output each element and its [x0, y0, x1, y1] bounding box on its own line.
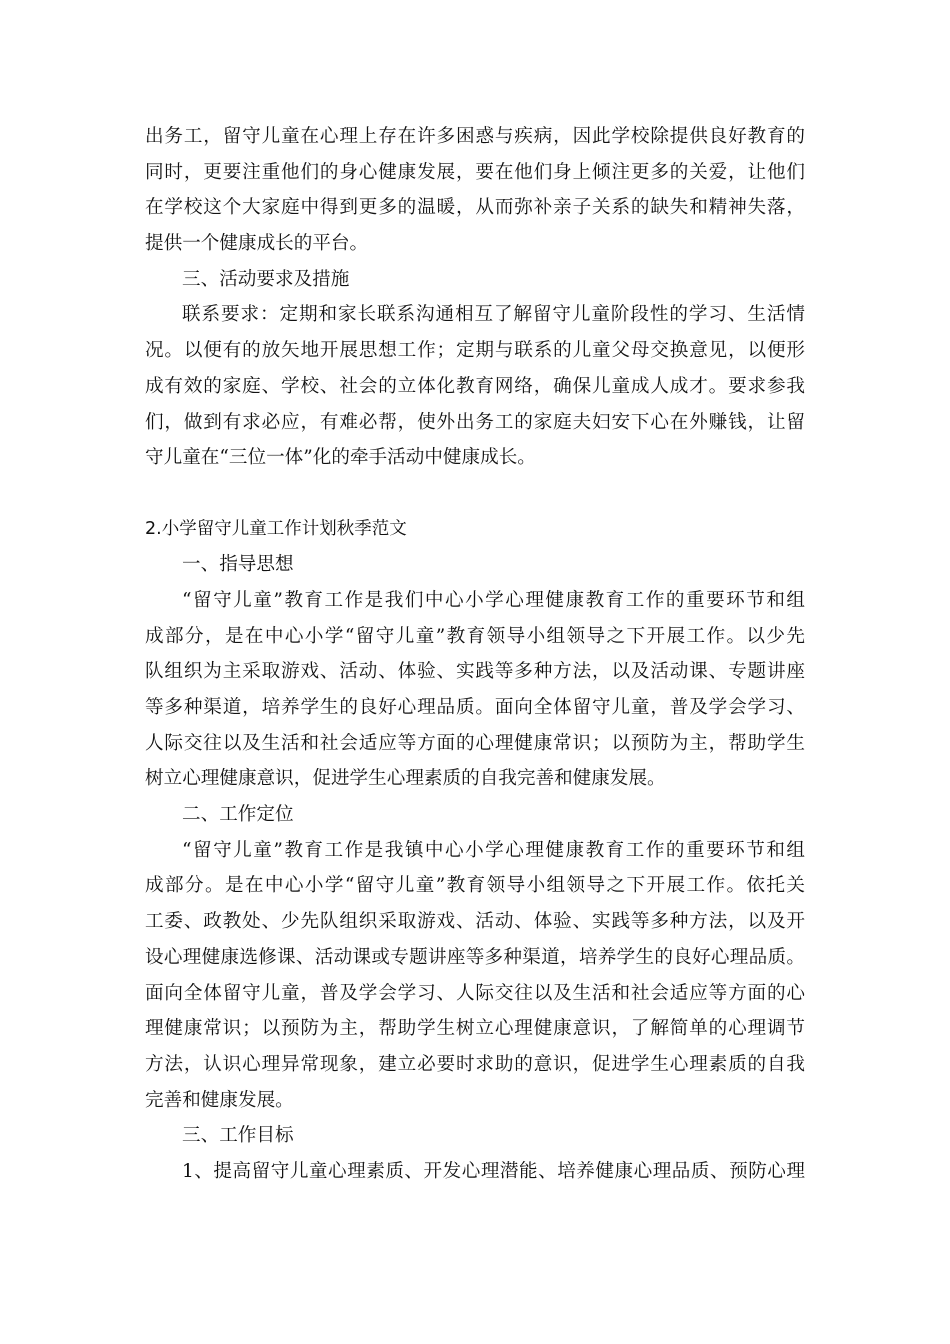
section-heading-work-positioning: 二、工作定位	[182, 804, 294, 826]
text-line: 在学校这个大家庭中得到更多的温暖，从而弥补亲子关系的缺失和精神失落，	[145, 197, 805, 219]
text-line: 联系要求：定期和家长联系沟通相互了解留守儿童阶段性的学习、生活情	[182, 304, 805, 326]
text-line: 况。以便有的放矢地开展思想工作；定期与联系的儿童父母交换意见，以便形	[145, 340, 805, 362]
text-line: 队组织为主采取游戏、活动、体验、实践等多种方法，以及活动课、专题讲座	[145, 661, 805, 683]
text-line: 人际交往以及生活和社会适应等方面的心理健康常识；以预防为主，帮助学生	[145, 732, 805, 754]
paragraph-work-positioning	[145, 833, 805, 1119]
paragraph-work-goals	[145, 1154, 805, 1190]
paragraph-continuation	[145, 119, 805, 262]
text-line: “留守儿童”教育工作是我们中心小学心理健康教育工作的重要环节和组	[182, 589, 805, 611]
text-line: 等多种渠道，培养学生的良好心理品质。面向全体留守儿童，普及学会学习、	[145, 697, 805, 718]
text-line: 树立心理健康意识，促进学生心理素质的自我完善和健康发展。	[145, 768, 666, 790]
text-line: 面向全体留守儿童，普及学会学习、人际交往以及生活和社会适应等方面的心	[145, 982, 805, 1004]
text-line: 成有效的家庭、学校、社会的立体化教育网络，确保儿童成人成才。要求参我	[145, 375, 805, 397]
text-line: 成部分。是在中心小学“留守儿童”教育领导小组领导之下开展工作。依托关	[145, 875, 805, 897]
text-line: 同时，更要注重他们的身心健康发展，要在他们身上倾注更多的关爱，让他们	[145, 161, 805, 183]
text-line: 设心理健康选修课、活动课或专题讲座等多种渠道，培养学生的良好心理品质。	[145, 946, 805, 968]
section-heading-guiding-ideology: 一、指导思想	[182, 554, 294, 576]
paragraph-guiding-ideology	[145, 583, 805, 797]
text-line: 1、提高留守儿童心理素质、开发心理潜能、培养健康心理品质、预防心理	[182, 1160, 805, 1182]
text-line: 完善和健康发展。	[145, 1089, 294, 1111]
document-body	[145, 119, 805, 1190]
paragraph-contact-requirements	[145, 297, 805, 475]
text-line: 理健康常识；以预防为主，帮助学生树立心理健康意识，了解简单的心理调节	[145, 1018, 805, 1040]
text-line: “留守儿童”教育工作是我镇中心小学心理健康教育工作的重要环节和组	[182, 839, 805, 861]
text-line: 提供一个健康成长的平台。	[145, 233, 369, 255]
text-line: 方法，认识心理异常现象，建立必要时求助的意识，促进学生心理素质的自我	[145, 1053, 805, 1075]
blank-line	[145, 476, 805, 512]
text-line: 成部分，是在中心小学“留守儿童”教育领导小组领导之下开展工作。以少先	[145, 625, 805, 647]
section-heading-activity-requirements: 三、活动要求及措施	[182, 268, 350, 290]
text-line: 工委、政教处、少先队组织采取游戏、活动、体验、实践等多种方法，以及开	[145, 911, 805, 933]
text-line: 们，做到有求必应，有难必帮，使外出务工的家庭夫妇安下心在外赚钱，让留	[145, 411, 805, 433]
text-line: 出务工，留守儿童在心理上存在许多困惑与疾病，因此学校除提供良好教育的	[145, 126, 805, 147]
document-section-title: 2.小学留守儿童工作计划秋季范文	[145, 518, 407, 539]
section-heading-work-goals: 三、工作目标	[182, 1125, 294, 1147]
text-line: 守儿童在“三位一体”化的牵手活动中健康成长。	[145, 447, 536, 469]
